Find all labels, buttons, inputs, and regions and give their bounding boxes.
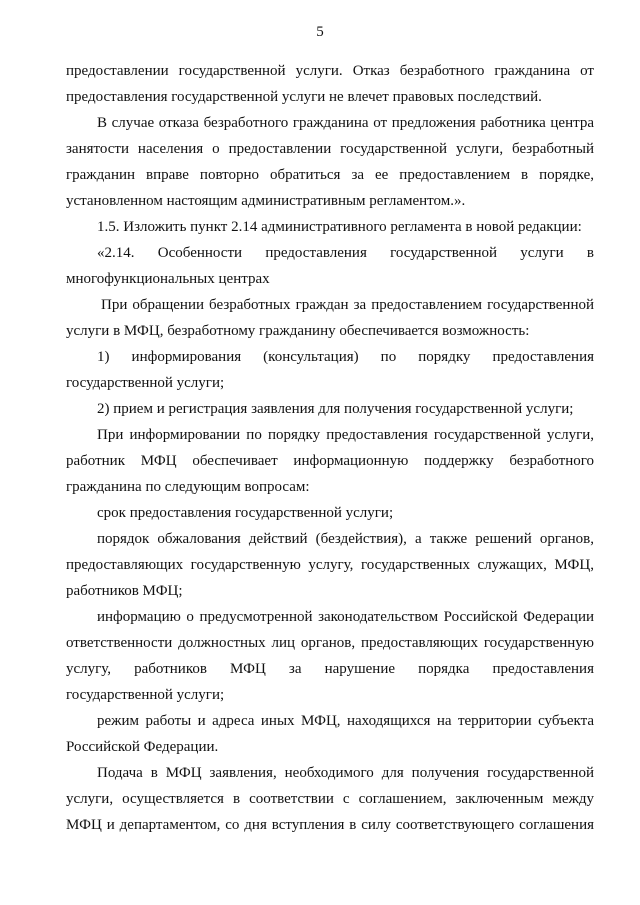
list-item-line: режим работы и адреса иных МФЦ, находящихся на территории субъекта <box>97 713 594 729</box>
text-line: При обращении безработных граждан за предоставлением государственной <box>101 297 594 313</box>
list-item-line: Российской Федерации. <box>66 739 219 755</box>
list-item-line: срок предоставления государственной услуги; <box>97 505 394 521</box>
list-item-line: государственной услуги; <box>66 687 225 703</box>
list-item-line: информацию о предусмотренной законодательством Российской Федерации <box>97 609 594 625</box>
text-line: МФЦ и департаментом, со дня вступления в силу соответствующего соглашения <box>66 817 594 833</box>
list-item-line: ответственности должностных лиц органов, предоставляющих государственную <box>66 635 594 651</box>
list-item-line: порядок обжалования действий (бездействия), а также решений органов, <box>97 531 594 547</box>
section-heading-line: многофункциональных центрах <box>66 271 270 287</box>
list-item-line: государственной услуги; <box>66 375 225 391</box>
section-heading-line: «2.14. Особенности предоставления государственной услуги в <box>97 245 594 261</box>
text-line: предоставлении государственной услуги. Отказ безработного гражданина от <box>66 63 594 79</box>
list-item-line: предоставляющих государственную услугу, государственных служащих, МФЦ, <box>66 557 594 573</box>
text-line: В случае отказа безработного гражданина от предложения работника центра <box>97 115 594 131</box>
text-line: услуги, осуществляется в соответствии с соглашением, заключенным между <box>66 791 594 807</box>
list-item-line: работников МФЦ; <box>66 583 183 599</box>
text-line: установленном настоящим административным регламентом.». <box>66 193 466 209</box>
text-line: При информировании по порядку предоставления государственной услуги, <box>97 427 594 443</box>
text-line: Подача в МФЦ заявления, необходимого для получения государственной <box>97 765 594 781</box>
text-line: предоставления государственной услуги не влечет правовых последствий. <box>66 89 542 105</box>
page-number: 5 <box>316 24 324 40</box>
list-item-line: 2) прием и регистрация заявления для получения государственной услуги; <box>97 401 574 417</box>
text-line: гражданина по следующим вопросам: <box>66 479 310 495</box>
text-line: 1.5. Изложить пункт 2.14 административного регламента в новой редакции: <box>97 219 582 235</box>
text-line: услуги в МФЦ, безработному гражданину обеспечивается возможность: <box>66 323 530 339</box>
list-item-line: 1) информирования (консультация) по порядку предоставления <box>97 349 594 365</box>
text-line: занятости населения о предоставлении государственной услуги, безработный <box>66 141 594 157</box>
text-line: работник МФЦ обеспечивает информационную поддержку безработного <box>66 453 594 469</box>
text-line: гражданин вправе повторно обратиться за ее предоставлением в порядке, <box>66 167 594 183</box>
list-item-line: услугу, работников МФЦ за нарушение порядка предоставления <box>66 661 594 677</box>
